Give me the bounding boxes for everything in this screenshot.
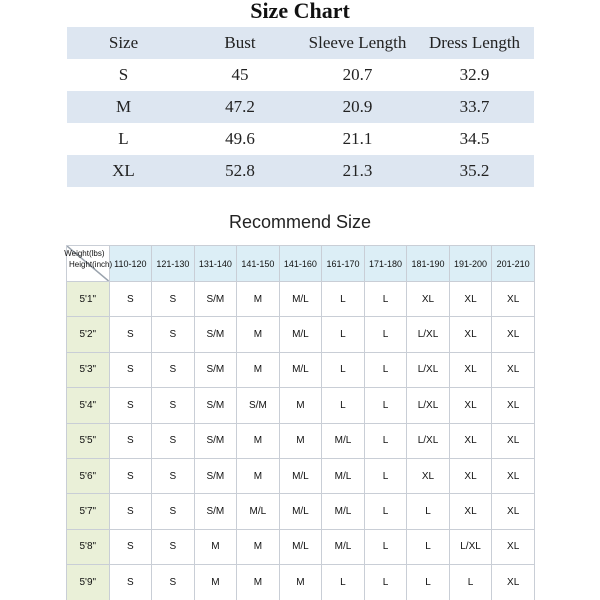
recommend-size-cell: S/M xyxy=(194,317,237,352)
recommend-size-cell: XL xyxy=(449,352,492,387)
recommend-size-cell: XL xyxy=(492,282,535,317)
recommend-size-cell: M/L xyxy=(279,529,322,564)
recommend-size-cell: L xyxy=(364,352,407,387)
recommend-size-cell: M/L xyxy=(279,317,322,352)
recommend-size-cell: M xyxy=(279,423,322,458)
recommend-size-cell: S xyxy=(152,352,195,387)
table-corner-header xyxy=(64,246,113,282)
height-row-header: 5'9" xyxy=(67,565,110,600)
size-chart-cell: 20.7 xyxy=(300,59,415,91)
table-row xyxy=(67,317,535,352)
recommend-size-cell: XL xyxy=(449,282,492,317)
size-chart-header: Dress Length xyxy=(415,27,534,59)
weight-column-header: 141-160 xyxy=(279,246,322,282)
recommend-size-cell: M/L xyxy=(279,494,322,529)
size-chart-cell: M xyxy=(67,91,180,123)
table-row xyxy=(67,423,535,458)
recommend-size-cell: XL xyxy=(407,282,450,317)
recommend-size-cell: L xyxy=(449,565,492,600)
recommend-size-cell: S xyxy=(152,388,195,423)
weight-column-header: 201-210 xyxy=(492,246,535,282)
recommend-size-cell: XL xyxy=(492,565,535,600)
recommend-size-cell: S xyxy=(109,423,152,458)
recommend-size-cell: S xyxy=(109,388,152,423)
table-row xyxy=(67,91,534,123)
recommend-size-cell: M/L xyxy=(237,494,280,529)
recommend-size-table xyxy=(66,245,535,600)
recommend-size-cell: L xyxy=(322,565,365,600)
recommend-size-cell: M xyxy=(237,458,280,493)
height-row-header: 5'5" xyxy=(67,423,110,458)
weight-column-header: 141-150 xyxy=(237,246,280,282)
weight-column-header: 191-200 xyxy=(449,246,492,282)
recommend-size-cell: M xyxy=(237,529,280,564)
table-row xyxy=(67,529,535,564)
size-chart-cell: XL xyxy=(67,155,180,187)
recommend-size-cell: S xyxy=(109,529,152,564)
table-row xyxy=(67,388,535,423)
recommend-size-cell: XL xyxy=(492,529,535,564)
page-title: Size Chart xyxy=(250,0,350,23)
recommend-size-cell: L xyxy=(322,317,365,352)
recommend-size-cell: XL xyxy=(449,458,492,493)
recommend-size-cell: XL xyxy=(492,423,535,458)
size-chart-header: Size xyxy=(67,27,180,59)
height-axis-label: Height(inch) xyxy=(69,260,113,269)
recommend-size-cell: S/M xyxy=(194,423,237,458)
weight-column-header: 121-130 xyxy=(152,246,195,282)
recommend-size-cell: M/L xyxy=(279,458,322,493)
height-row-header: 5'8" xyxy=(67,529,110,564)
table-row xyxy=(67,494,535,529)
recommend-size-cell: S/M xyxy=(194,352,237,387)
size-chart-cell: L xyxy=(67,123,180,155)
recommend-size-cell: M/L xyxy=(279,282,322,317)
size-chart-cell: 52.8 xyxy=(180,155,300,187)
recommend-size-cell: S xyxy=(152,565,195,600)
recommend-size-cell: L xyxy=(364,494,407,529)
recommend-size-cell: M xyxy=(279,388,322,423)
recommend-size-cell: XL xyxy=(492,458,535,493)
recommend-size-cell: M/L xyxy=(322,529,365,564)
recommend-size-cell: L xyxy=(364,282,407,317)
table-row xyxy=(67,59,534,91)
size-chart-cell: 35.2 xyxy=(415,155,534,187)
table-row xyxy=(67,458,535,493)
recommend-size-cell: L xyxy=(364,317,407,352)
size-chart-cell: 33.7 xyxy=(415,91,534,123)
size-chart-cell: 20.9 xyxy=(300,91,415,123)
recommend-size-cell: L/XL xyxy=(407,352,450,387)
weight-column-header: 161-170 xyxy=(322,246,365,282)
size-chart-table xyxy=(67,27,534,187)
recommend-size-cell: L xyxy=(364,423,407,458)
recommend-size-cell: L xyxy=(322,282,365,317)
height-row-header: 5'1" xyxy=(67,282,110,317)
recommend-size-cell: XL xyxy=(449,317,492,352)
recommend-size-cell: S/M xyxy=(237,388,280,423)
weight-axis-label: Weight(lbs) xyxy=(64,249,105,258)
weight-column-header: 181-190 xyxy=(407,246,450,282)
recommend-size-cell: S xyxy=(152,458,195,493)
recommend-size-cell: S xyxy=(109,458,152,493)
height-row-header: 5'6" xyxy=(67,458,110,493)
recommend-size-cell: S xyxy=(152,317,195,352)
recommend-size-cell: XL xyxy=(449,494,492,529)
height-row-header: 5'7" xyxy=(67,494,110,529)
recommend-size-title: Recommend Size xyxy=(228,212,372,232)
recommend-size-cell: XL xyxy=(492,388,535,423)
recommend-size-cell: S xyxy=(109,317,152,352)
recommend-size-cell: S/M xyxy=(194,458,237,493)
recommend-size-cell: M xyxy=(194,565,237,600)
recommend-size-cell: S xyxy=(109,565,152,600)
size-chart-cell: 21.1 xyxy=(300,123,415,155)
height-row-header: 5'4" xyxy=(67,388,110,423)
weight-column-header: 171-180 xyxy=(364,246,407,282)
recommend-size-cell: XL xyxy=(492,317,535,352)
size-chart-header: Sleeve Length xyxy=(300,27,415,59)
recommend-size-cell: L xyxy=(407,529,450,564)
recommend-size-cell: L xyxy=(322,388,365,423)
recommend-size-cell: L xyxy=(364,388,407,423)
recommend-size-cell: L xyxy=(364,565,407,600)
table-row xyxy=(67,352,535,387)
recommend-size-cell: S/M xyxy=(194,388,237,423)
recommend-size-cell: M xyxy=(237,282,280,317)
recommend-size-cell: XL xyxy=(449,388,492,423)
recommend-size-cell: S/M xyxy=(194,282,237,317)
recommend-size-cell: M xyxy=(194,529,237,564)
recommend-size-cell: XL xyxy=(492,494,535,529)
recommend-size-cell: S xyxy=(152,494,195,529)
height-row-header: 5'3" xyxy=(67,352,110,387)
recommend-size-cell: S xyxy=(152,529,195,564)
recommend-size-cell: L/XL xyxy=(449,529,492,564)
size-chart-header: Bust xyxy=(180,27,300,59)
size-chart-cell: 47.2 xyxy=(180,91,300,123)
recommend-size-cell: S xyxy=(152,423,195,458)
recommend-size-cell: S xyxy=(109,494,152,529)
size-chart-cell: 34.5 xyxy=(415,123,534,155)
recommend-size-cell: M xyxy=(237,317,280,352)
table-row xyxy=(67,565,535,600)
recommend-size-cell: S xyxy=(152,282,195,317)
recommend-size-cell: L/XL xyxy=(407,423,450,458)
recommend-size-cell: S/M xyxy=(194,494,237,529)
recommend-size-cell: L xyxy=(407,565,450,600)
table-row xyxy=(67,282,535,317)
recommend-size-cell: XL xyxy=(492,352,535,387)
recommend-size-cell: XL xyxy=(449,423,492,458)
table-row xyxy=(67,123,534,155)
recommend-size-cell: L/XL xyxy=(407,388,450,423)
height-row-header: 5'2" xyxy=(67,317,110,352)
weight-column-header: 131-140 xyxy=(194,246,237,282)
weight-column-header: 110-120 xyxy=(109,246,152,282)
size-chart-cell: 45 xyxy=(180,59,300,91)
recommend-size-cell: L xyxy=(364,529,407,564)
size-chart-cell: 49.6 xyxy=(180,123,300,155)
recommend-size-cell: S xyxy=(109,282,152,317)
size-chart-cell: 32.9 xyxy=(415,59,534,91)
recommend-size-cell: M xyxy=(279,565,322,600)
size-chart-cell: 21.3 xyxy=(300,155,415,187)
recommend-size-cell: M xyxy=(237,423,280,458)
recommend-size-cell: M/L xyxy=(322,423,365,458)
recommend-size-cell: L/XL xyxy=(407,317,450,352)
recommend-size-cell: L xyxy=(322,352,365,387)
recommend-size-cell: M xyxy=(237,565,280,600)
recommend-size-cell: M/L xyxy=(322,494,365,529)
recommend-size-cell: M/L xyxy=(322,458,365,493)
size-chart-cell: S xyxy=(67,59,180,91)
recommend-size-cell: L xyxy=(407,494,450,529)
table-row xyxy=(67,155,534,187)
recommend-size-cell: M/L xyxy=(279,352,322,387)
recommend-size-cell: M xyxy=(237,352,280,387)
recommend-size-cell: S xyxy=(109,352,152,387)
recommend-size-cell: L xyxy=(364,458,407,493)
size-chart-header-row xyxy=(67,27,534,59)
recommend-size-cell: XL xyxy=(407,458,450,493)
